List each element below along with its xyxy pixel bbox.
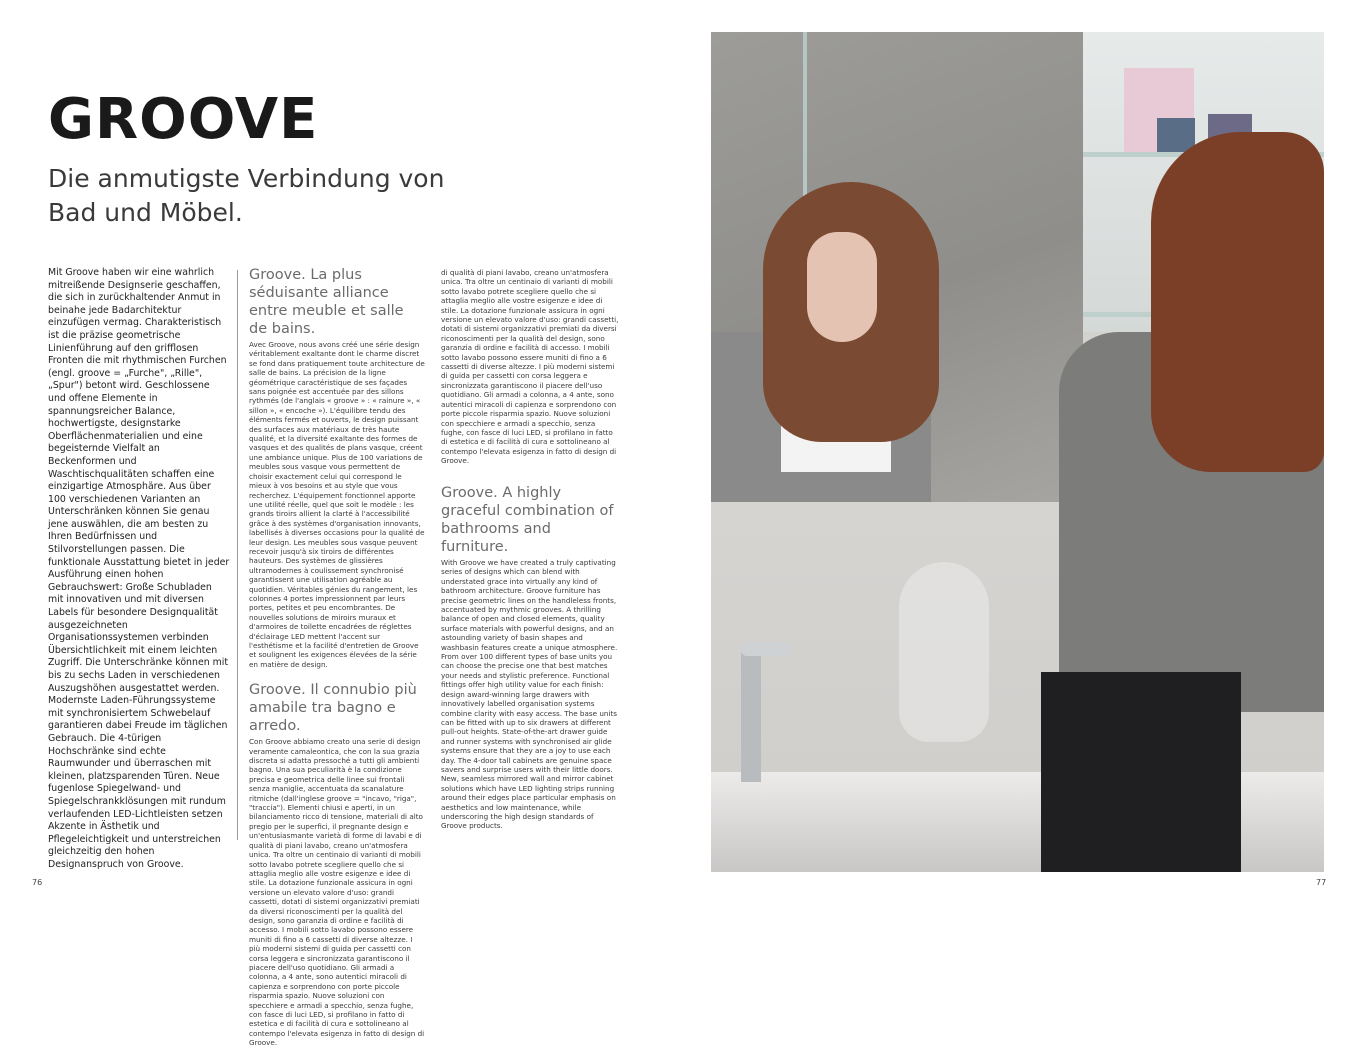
italian-heading: Groove. Il connubio più amabile tra bagno e arredo. xyxy=(249,682,417,735)
spacer xyxy=(249,669,425,681)
column-french-italian xyxy=(249,266,425,1048)
italian-text-part: Con Groove abbiamo creato una serie di design veramente camaleontica, che con la sua grazia discreta si adatta pressoché a tutti gli ambienti bagno. Una sua peculiarità è la condizione precisa e geometrica delle linee sui frontali senza maniglie, accentuata da scanalature ritmiche (dall'inglese groove = "incavo, "riga", "traccia"). Elementi chiusi e aperti, in un bilanciamento ricco di tensione, materiali di alto pregio per le superfici, il pregnante design e un'entusiasmante varietà di forme di lavabi e di qualità di piani lavabo, creano un'atmosfera unica. Tra oltre un centinaio di varianti di mobili sotto lavabo potrete scegliere quello che si attaglia meglio alle vostre esigenze e idee di stile. La dotazione funzionale assicura in ogni versione un elevato valore d'uso: grandi cassetti, dotati di sistemi organizzativi premiati da diversi riconoscimenti per la qualità del design, sono garanzia di ordine e facilità di accesso. I mobili sotto lavabo possono essere muniti di fino a 6 cassetti di diverse altezze. I più moderni sistemi di guida per cassetti con corsa leggera e sincronizzata garantiscono il piacere dell'uso quotidiano. Gli armadi a colonna, a 4 ante, sono autentici miracoli di capienza e sorprendono con porte piccole risparmia spazio. Nuove soluzioni con specchiere e armadi a specchio, senza fughe, con fasce di luci LED, si profilano in fatto di estetica e di facilità di cura e sottolineano al contempo l'elevata esigenza in fatto di design di Groove. xyxy=(249,737,425,1048)
photo-carafe xyxy=(899,562,989,742)
photo-woman-skirt xyxy=(1041,672,1241,872)
german-text: Mit Groove haben wir eine wahrlich mitreißende Designserie geschaffen, die sich in zurückhaltender Anmut in beinahe jede Badarchitektur einzufügen vermag. Charakteristisch ist die präzise geometrische Linienführung auf den grifflosen Fronten die mit rhythmischen Furchen (engl. groove = „Furche", „Rille", „Spur") betont wird. Geschlossene und offene Elemente in spannungsreicher Balance, hochwertigste, designstarke Oberflächenmaterialien und eine begeisternde Vielfalt an Beckenformen und Waschtischqualitäten schaffen eine einzigartige Atmosphäre. Aus über 100 verschiedenen Varianten an Unterschränken können Sie genau jene auswählen, die am besten zu Ihren Bedürfnissen und Stilvorstellungen passen. Die funktionale Ausstattung bietet in jeder Ausführung einen hohen Gebrauchswert: Große Schubladen mit innovativen und mit diversen Labels für besondere Designqualität ausgezeichneten Organisationssystemen verbinden Übersichtlichkeit mit einem leichten Zugriff. Die Unterschränke können mit bis zu sechs Laden in verschiedenen Auszugshöhen ausgestattet werden. Modernste Laden-Führungssysteme mit synchronisiertem Schwebelauf garantieren dabei Freude im täglichen Gebrauch. Die 4-türigen Hochschränke sind echte Raumwunder und überraschen mit kleinen, platzsparenden Türen. Neue fugenlose Spiegelwand- und Spiegelschrankklösungen mit rundum verlaufenden LED-Lichtleisten setzen Akzente in Ästhetik und Pflegeleichtigkeit und unterstreichen gleichzeitig den hohen Designanspruch von Groove. xyxy=(48,267,230,870)
photo-woman-hair xyxy=(1151,132,1324,472)
italian-text-continued: di qualità di piani lavabo, creano un'atmosfera unica. Tra oltre un centinaio di varianti di mobili sotto lavabo potrete scegliere quello che si attaglia meglio alle vostre esigenze e idee di stile. La dotazione funzionale assicura in ogni versione un elevato valore d'uso: grandi cassetti, dotati di sistemi organizzativi premiati da diversi riconoscimenti per la qualità del design, sono garanzia di ordine e facilità di accesso. I mobili sotto lavabo possono essere muniti di fino a 6 cassetti di diverse altezze. I più moderni sistemi di guida per cassetti con corsa leggera e sincronizzata garantiscono il piacere dell'uso quotidiano. Gli armadi a colonna, a 4 ante, sono autentici miracoli di capienza e sorprendono con porte piccole risparmia spazio. Nuove soluzioni con specchiere e armadi a specchio, senza fughe, con fasce di luci LED, si profilano in fatto di estetica e di facilità di cura e sottolineano al contempo l'elevata esigenza in fatto di design di Groove. xyxy=(441,268,619,466)
column-divider xyxy=(237,270,238,840)
page-subtitle: Die anmutigste Verbindung von Bad und Möbel. xyxy=(48,164,445,227)
faucet-icon xyxy=(721,632,791,782)
french-text: Avec Groove, nous avons créé une série design véritablement exaltante dont le charme discret se fond dans pratiquement toute architecture de salle de bains. La précision de la ligne géométrique caractéristique de ses façades sans poignée est accentuée par des sillons rythmés (de l'anglais « groove » : « rainure », « sillon », « encoche »). L'équilibre tendu des éléments fermés et ouverts, le design puissant des surfaces aux matériaux de très haute qualité, et la diversité exaltante des formes de vasques et des qualités de plans vasque, créent une ambiance unique. Plus de 100 variations de meubles sous vasque vous permettent de choisir exactement celui qui correspond le mieux à vos besoins et au style que vous recherchez. L'équipement fonctionnel apporte une utilité réelle, quel que soit le modèle : les grands tiroirs allient la clarté à l'accessibilité grâce à des systèmes d'organisation innovants, labellisés à diverses occasions pour la qualité de leur design. Les meubles sous vasque peuvent recevoir jusqu'à six tiroirs de différentes hauteurs. Des systèmes de glissières ultramodernes à coulissement synchronisé garantissent une utilisation agréable au quotidien. Véritables génies du rangement, les colonnes 4 portes impressionnent par leurs portes, petites et peu encombrantes. De nouvelles solutions de miroirs muraux et d'armoires de toilette encadrées de réglettes d'éclairage LED mettent l'accent sur l'esthétisme et la facilité d'entretien de Groove et soulignent les exigences élevées de la série en matière de design. xyxy=(249,340,425,669)
spacer xyxy=(441,472,619,484)
english-text: With Groove we have created a truly captivating series of designs which can blend with understated grace into virtually any kind of bathroom architecture. Groove furniture has precise geometric lines on the handleless fronts, accentuated by mythmic grooves. A thrilling balance of open and closed elements, quality surface materials with powerful designs, and an astounding variety of basin shapes and washbasin features create a unique atmosphere. From over 100 different types of base units you can choose the precise one that best matches your needs and stylistic preference. Functional fittings offer high utility value for each finish: design award-winning large drawers with innovatively labelled organisation systems combine clarity with easy access. The base units can be fitted with up to six drawers at different pull-out heights. State-of-the-art drawer guide and runner systems with synchronised air glide systems ensure that they are a joy to use each day. The 4-door tall cabinets are genuine space savers and surprise users with their little doors. New, seamless mirrored wall and mirror cabinet solutions which have LED lighting strips running around their edges place particular emphasis on aesthetics and low maintenance, while underscoring the high design standards of Groove products. xyxy=(441,558,618,831)
photo-reflection-face xyxy=(807,232,877,342)
column-italian-english xyxy=(441,268,619,831)
page-title: GROOVE xyxy=(48,87,319,152)
bathroom-photo xyxy=(711,32,1324,872)
english-heading: Groove. A highly graceful combination of bathrooms and furniture. xyxy=(441,485,614,555)
french-heading: Groove. La plus séduisante alliance entre meuble et salle de bains. xyxy=(249,267,404,337)
page-number-right: 77 xyxy=(1316,878,1327,887)
page-number-left: 76 xyxy=(32,878,43,887)
